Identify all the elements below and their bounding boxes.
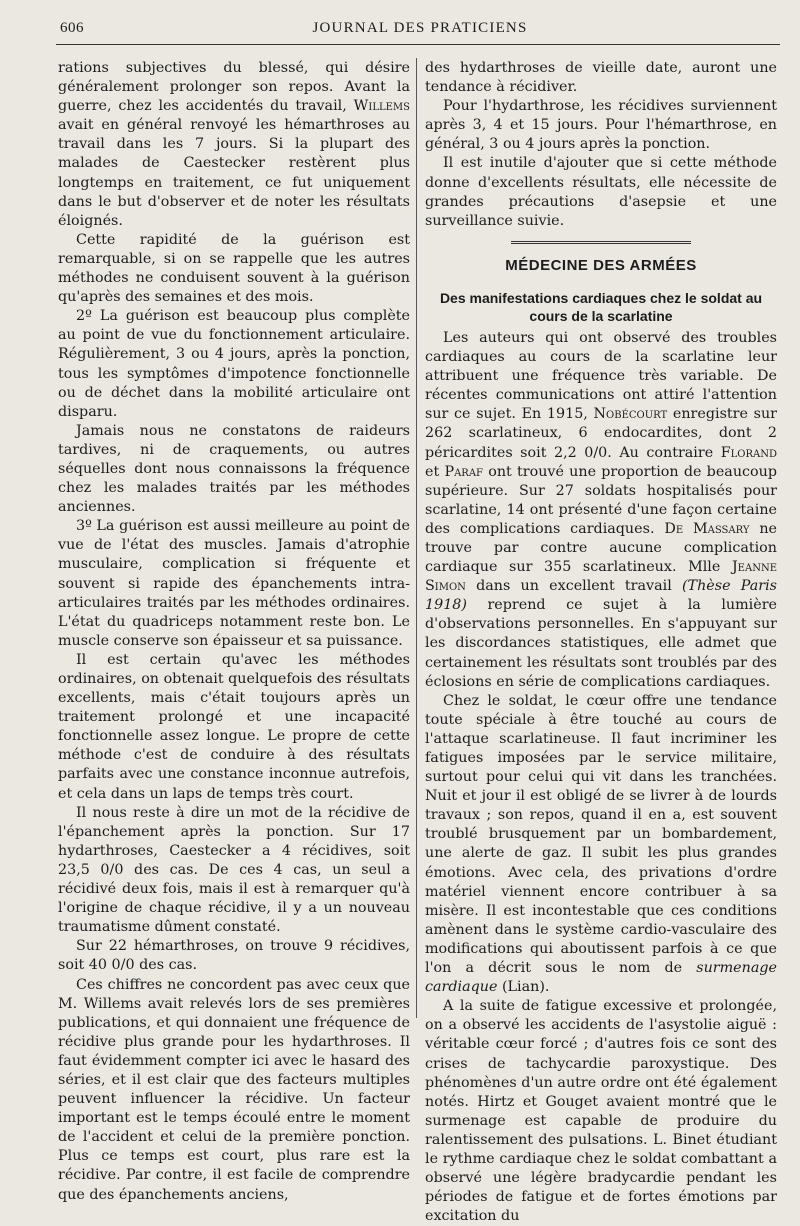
paragraph: Cette rapidité de la guérison est remarquable, si on se rappelle que les autres méthodes ne conduisent souvent à la guérison qu'après des semaines et des mois. bbox=[58, 231, 410, 306]
article-title: Des manifestations cardiaques chez le soldat au cours de la scarlatine bbox=[439, 289, 763, 324]
paragraph: A la suite de fatigue excessive et prolongée, on a observé les accidents de l'asystolie aiguë : véritable cœur forcé ; d'autres fois ce sont des crises de tachycardie paroxystique. Des phénomènes d'un autre ordre ont été également notés. Hirtz et Gouget avaient montré que le surmenage est capable de produire du ralentissement des pulsations. L. Binet étudiant le rythme cardiaque chez le soldat combattant a observé une légère bradycardie pendant les périodes de fatigue et de fortes émotions par excitation du bbox=[425, 998, 777, 1225]
paragraph: Pour l'hydarthrose, les récidives surviennent après 3, 4 et 15 jours. Pour l'hémarthrose, en général, 3 ou 4 jours après la ponction. bbox=[425, 98, 777, 153]
right-column bbox=[425, 59, 777, 1226]
section-heading: MÉDECINE DES ARMÉES bbox=[505, 256, 697, 274]
paragraph: Chez le soldat, le cœur offre une tendance toute spéciale à être touché au cours de l'attaque scarlatineuse. Il faut incriminer les fatigues imposées par le service militaire, surtout pour celui qui vit dans les tranchées. Nuit et jour il est obligé de se livrer à de lourds travaux ; son repos, quand il en a, est souvent troublé brusquement par un bombardement, une alerte de gaz. Il subit les plus grandes émotions. Avec cela, des privations d'ordre matériel viennent encore contribuer à sa misère. Il est incontestable que ces conditions amènent dans le système cardio-vasculaire des modifications qui aboutissent parfois à ce que l'on a décrit sous le nom de surmenage cardiaque (Lian). bbox=[425, 692, 777, 996]
section-separator bbox=[511, 241, 691, 246]
paragraph: 3º La guérison est aussi meilleure au point de vue de l'état des muscles. Jamais d'atrophie musculaire, complication si fréquente et souvent si rapide des épanchements intra-articulaires traités par les méthodes ordinaires. L'état du quadriceps notamment reste bon. Le muscle conserve son épaisseur et sa puissance. bbox=[58, 518, 410, 649]
paragraph: Sur 22 hémarthroses, on trouve 9 récidives, soit 40 0/0 des cas. bbox=[58, 938, 410, 974]
paragraph: Il est certain qu'avec les méthodes ordinaires, on obtenait quelquefois des résultats excellents, mais c'était toujours après un traitement prolongé et une incapacité fonctionnelle assez longue. Le propre de cette méthode c'est de conduire à des résultats parfaits avec une constance inconnue autrefois, et cela dans un laps de temps très court. bbox=[58, 651, 410, 802]
journal-title: JOURNAL DES PRATICIENS bbox=[312, 20, 528, 36]
running-header bbox=[60, 20, 780, 42]
paragraph: Il est inutile d'ajouter que si cette méthode donne d'excellents résultats, elle nécessite de grandes précautions d'asepsie et une surveillance suivie. bbox=[425, 155, 777, 229]
paragraph: Jamais nous ne constatons de raideurs tardives, ni de craquements, ou autres séquelles dont nous connaissons la fréquence chez les malades traités par les méthodes anciennes. bbox=[58, 422, 410, 516]
paragraph: Ces chiffres ne concordent pas avec ceux que M. Willems avait relevés lors de ses premières publications, et qui donnaient une fréquence de récidive plus grande pour les hydarthroses. Il faut évidemment compter ici avec le hasard des séries, et il est clair que des facteurs multiples peuvent influencer la récidive. Un facteur important est le temps écoulé entre le moment de l'accident et celui de la première ponction. Plus ce temps est court, plus rare est la récidive. Par contre, il est facile de comprendre que des épanchements anciens, bbox=[58, 976, 410, 1203]
left-column bbox=[58, 59, 410, 1205]
paragraph: des hydarthroses de vieille date, auront une tendance à récidiver. bbox=[425, 60, 777, 96]
paragraph: 2º La guérison est beaucoup plus complète au point de vue du fonctionnement articulaire. Régulièrement, 3 ou 4 jours, après la ponction, tous les symptômes d'impotence fonctionnelle ou de déchet dans la mobilité articulaire ont disparu. bbox=[58, 308, 410, 420]
column-divider bbox=[416, 58, 417, 1018]
header-rule bbox=[56, 44, 780, 45]
paragraph: Les auteurs qui ont observé des troubles cardiaques au cours de la scarlatine leur attribuent une fréquence très variable. De récentes communications ont attiré l'attention sur ce sujet. En 1915, Nobécourt enregistre sur 262 scarlatineux, 6 endocardites, dont 2 péricardites soit 2,2 0/0. Au contraire Florand et Paraf ont trouvé une proportion de beaucoup supérieure. Sur 27 soldats hospitalisés pour scarlatine, 14 ont présenté d'une façon certaine des complications cardiaques. De Massary ne trouve par contre aucune complication cardiaque sur 355 scarlatineux. Mlle Jeanne Simon dans un excellent travail (Thèse Paris 1918) reprend ce sujet à la lumière d'observations personnelles. En s'appuyant sur les discordances statistiques, elle admet que certainement les résultats sont troublés par des éclosions en série de complications cardiaques. bbox=[425, 329, 777, 690]
paragraph: Il nous reste à dire un mot de la récidive de l'épanchement après la ponction. Sur 17 hydarthroses, Caestecker a 4 récidives, soit 23,5 0/0 des cas. De ces 4 cas, un seul a récidivé deux fois, mais il est à remarquer qu'à l'origine de chaque récidive, il y a un nouveau traumatisme dûment constaté. bbox=[58, 804, 410, 936]
paragraph: rations subjectives du blessé, qui désire généralement prolonger son repos. Avant la guerre, chez les accidentés du travail, Willems avait en général renvoyé les hémarthroses au travail dans les 7 jours. Si la plupart des malades de Caestecker restèrent plus longtemps en traitement, ce fut uniquement dans le but d'observer et de noter les résultats éloignés. bbox=[58, 60, 410, 229]
page-number: 606 bbox=[60, 20, 84, 36]
